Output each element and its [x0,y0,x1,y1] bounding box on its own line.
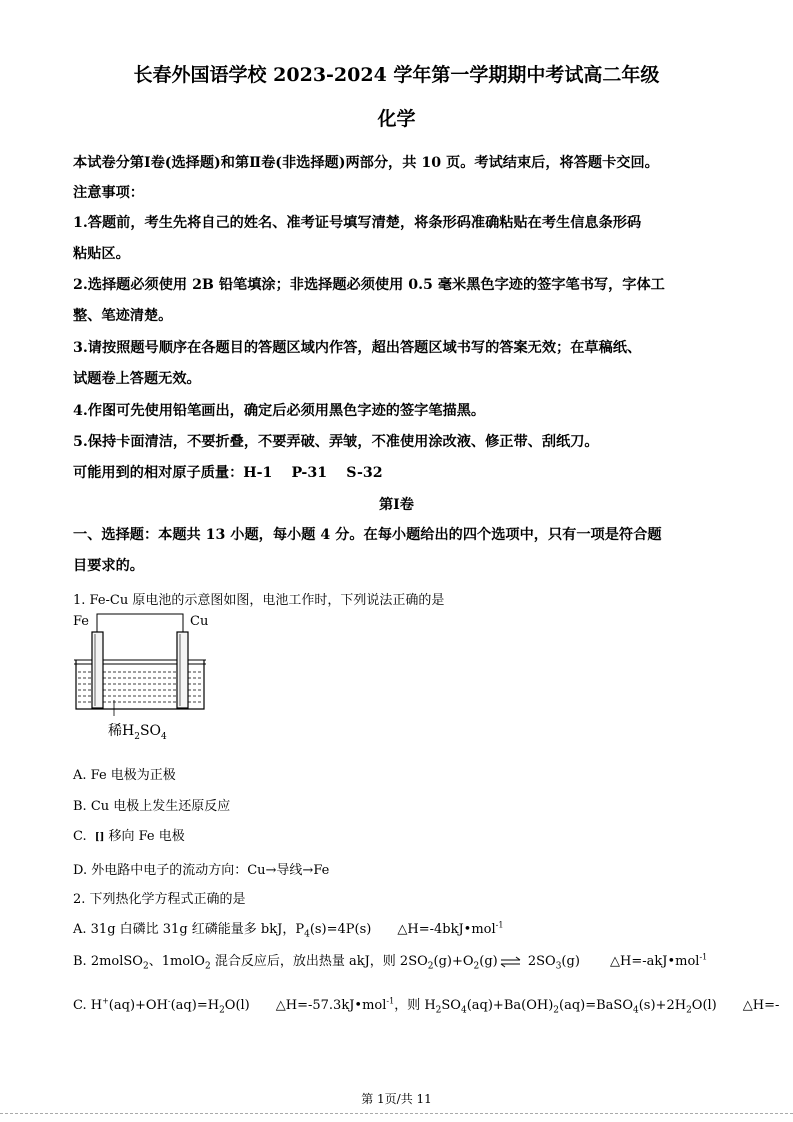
solution-prefix: 稀 [108,723,122,739]
notice-line: 5.保持卡面清洁，不要折叠，不要弄破、弄皱，不准使用涂改液、修正带、刮纸刀。 [73,434,599,450]
reversible-arrow-icon [498,955,524,969]
text: O(l) △H=- [691,998,780,1013]
notice-line: 3.请按照题号顺序在各题目的答题区域内作答，超出答题区域书写的答案无效；在草稿纸、 [73,340,642,356]
page-footer: 第 1页/共 11 [361,1092,432,1106]
text: B. 2molSO [73,954,143,969]
text: (s)=4P(s) △H=-4bkJ•mol [309,922,496,937]
notice-line: 2.选择题必须使用 2B 铅笔填涂；非选择题必须使用 0.5 毫米黑色字迹的签字笔书写，字体工 [73,277,665,293]
text: (aq)=H [170,998,220,1013]
solution-sub: 4 [161,731,167,742]
q2-option-a [73,918,504,940]
solution-formula: SO [139,723,162,739]
solution-label [108,720,167,740]
page-bottom-rule [0,1113,793,1114]
section-heading-cont: 目要求的。 [73,558,144,574]
subscript: 2 [427,961,434,972]
q2-option-c [73,994,780,1016]
text: 2SO [523,954,556,969]
subscript: 2 [142,961,149,972]
option-c-suffix: 移向 Fe 电极 [104,829,185,844]
text: 混合反应后，放出热量 akJ，则 2SO [210,954,428,969]
q1-option-d: D. 外电路中电子的流动方向：Cu→导线→Fe [73,863,330,878]
section-heading: 一、选择题：本题共 13 小题，每小题 4 分。在每小题给出的四个选项中，只有一项是符合题 [73,527,662,543]
q1-option-b: B. Cu 电极上发生还原反应 [73,799,231,814]
text: ，则 H [394,998,436,1013]
superscript: -1 [386,996,395,1006]
exam-title: 长春外国语学校 2023-2024 学年第一学期期中考试高二年级 [133,64,660,86]
solution-formula: H [122,723,135,739]
subscript: 2 [553,1005,560,1016]
text: (aq)+Ba(OH) [466,998,554,1013]
subscript: 4 [633,1005,639,1016]
text: (g) [479,954,498,969]
intro-text: 本试卷分第Ⅰ卷(选择题)和第Ⅱ卷(非选择题)两部分，共 10 页。考试结束后，将答题卡交回。 [73,155,659,171]
notice-title: 注意事项： [73,185,144,201]
fe-electrode [92,632,103,708]
solution-sub: 2 [134,731,140,742]
notice-line: 整、笔迹清楚。 [73,308,173,324]
superscript: + [102,996,109,1006]
cu-label: Cu [190,614,209,629]
text: (s)+2H [638,998,687,1013]
text: (aq)+OH [108,998,168,1013]
q1-stem: 1. Fe-Cu 原电池的示意图如图，电池工作时，下列说法正确的是 [73,593,445,608]
notice-line: 试题卷上答题无效。 [73,371,201,387]
subscript: 4 [460,1005,467,1016]
text: A. 31g 白磷比 31g 红磷能量多 bkJ，P [73,922,305,937]
subscript: 3 [555,961,562,972]
notice-line: 1.答题前，考生先将自己的姓名、准考证号填写清楚，将条形码准确粘贴在考生信息条形码 [73,215,642,231]
subscript: 2 [473,961,480,972]
notice-line: 粘贴区。 [73,246,130,262]
text: 、1molO [148,954,205,969]
text: (aq)=BaSO [559,998,633,1013]
q1-option-a: A. Fe 电极为正极 [73,768,176,783]
ion-placeholder-glyph: [] [94,832,105,843]
q2-stem: 2. 下列热化学方程式正确的是 [73,892,246,907]
superscript: -1 [495,920,504,930]
cu-electrode [177,632,188,708]
wire [97,614,183,632]
subscript: 2 [435,1005,442,1016]
text: (g) △H=-akJ•mol [561,954,700,969]
volume-title: 第Ⅰ卷 [378,497,414,513]
notice-line: 4.作图可先使用铅笔画出，确定后必须用黑色字迹的签字笔描黑。 [73,403,486,419]
text: SO [441,998,461,1013]
subscript: 2 [204,961,211,972]
subscript: 4 [304,929,310,940]
superscript: - [167,996,171,1006]
fe-label: Fe [73,614,90,629]
galvanic-cell-diagram [70,608,210,718]
subscript: 2 [219,1005,225,1016]
text: O(l) △H=-57.3kJ•mol [224,998,387,1013]
atomic-mass-line: 可能用到的相对原子质量：H-1 P-31 S-32 [73,465,383,481]
subscript: 2 [686,1005,692,1016]
text: (g)+O [433,954,474,969]
option-c-prefix: C. [73,829,95,844]
text: C. H [73,998,103,1013]
subject-title: 化学 [377,108,416,130]
q1-option-c [73,825,185,844]
superscript: -1 [699,952,708,962]
q2-option-b [73,950,708,972]
